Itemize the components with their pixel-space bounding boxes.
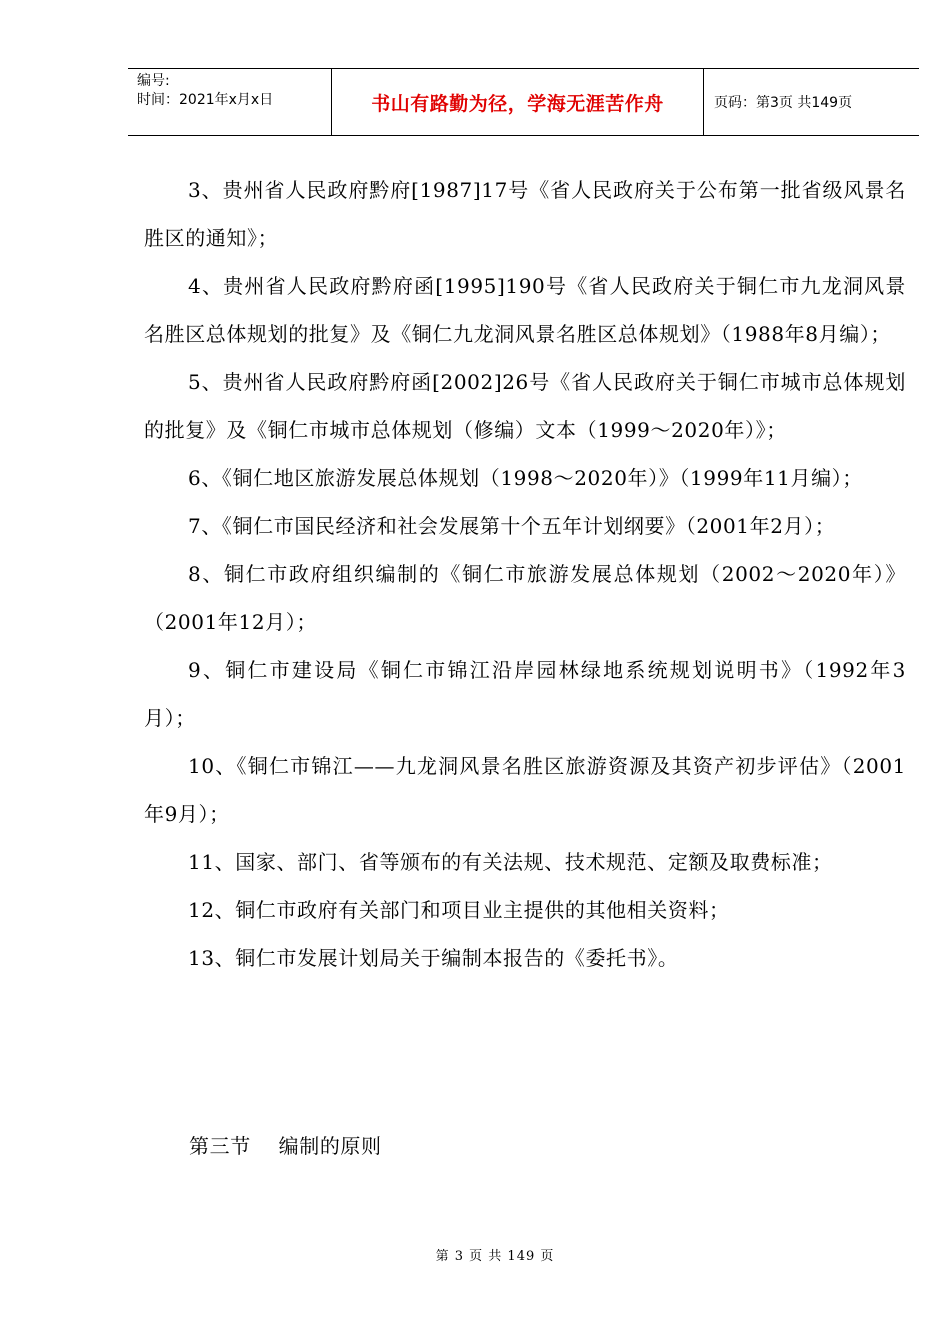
reference-item: 5、贵州省人民政府黔府函[2002]26号《省人民政府关于铜仁市城市总体规划的批复》及《铜仁市城市总体规划（修编）文本（1999～2020年）》； [144,370,906,442]
reference-item: 10、《铜仁市锦江——九龙洞风景名胜区旅游资源及其资产初步评估》（2001年9月）； [144,754,906,826]
header-left-cell [128,69,331,135]
reference-item: 7、《铜仁市国民经济和社会发展第十个五年计划纲要》（2001年2月）； [188,514,836,538]
reference-item: 3、贵州省人民政府黔府[1987]17号《省人民政府关于公布第一批省级风景名胜区的通知》； [144,178,906,250]
header-motto: 书山有路勤为径，学海无涯苦作舟 [371,92,664,115]
time-label: 时间：2021年x月x日 [137,92,274,108]
page-header [128,68,919,136]
header-page-code: 页码：第3页 共149页 [714,95,853,111]
reference-item: 13、铜仁市发展计划局关于编制本报告的《委托书》。 [188,946,679,970]
header-right-cell [704,69,919,135]
document-body [144,166,906,982]
reference-item: 11、国家、部门、省等颁布的有关法规、技术规范、定额及取费标准； [188,850,833,874]
reference-item: 9、铜仁市建设局《铜仁市锦江沿岸园林绿地系统规划说明书》（1992年3月）； [144,658,906,730]
section-title: 第三节 编制的原则 [189,1134,382,1158]
page-footer: 第 3 页 共 149 页 [435,1249,555,1264]
reference-item: 4、贵州省人民政府黔府函[1995]190号《省人民政府关于铜仁市九龙洞风景名胜区总体规划的批复》及《铜仁九龙洞风景名胜区总体规划》（1988年8月编）； [144,274,906,346]
serial-label: 编号: [137,73,170,89]
reference-item: 6、《铜仁地区旅游发展总体规划（1998～2020年）》（1999年11月编）； [188,466,863,490]
header-motto-cell [331,69,704,135]
reference-item: 8、铜仁市政府组织编制的《铜仁市旅游发展总体规划（2002～2020年）》（2001年12月）； [144,562,906,634]
reference-item: 12、铜仁市政府有关部门和项目业主提供的其他相关资料； [188,898,730,922]
